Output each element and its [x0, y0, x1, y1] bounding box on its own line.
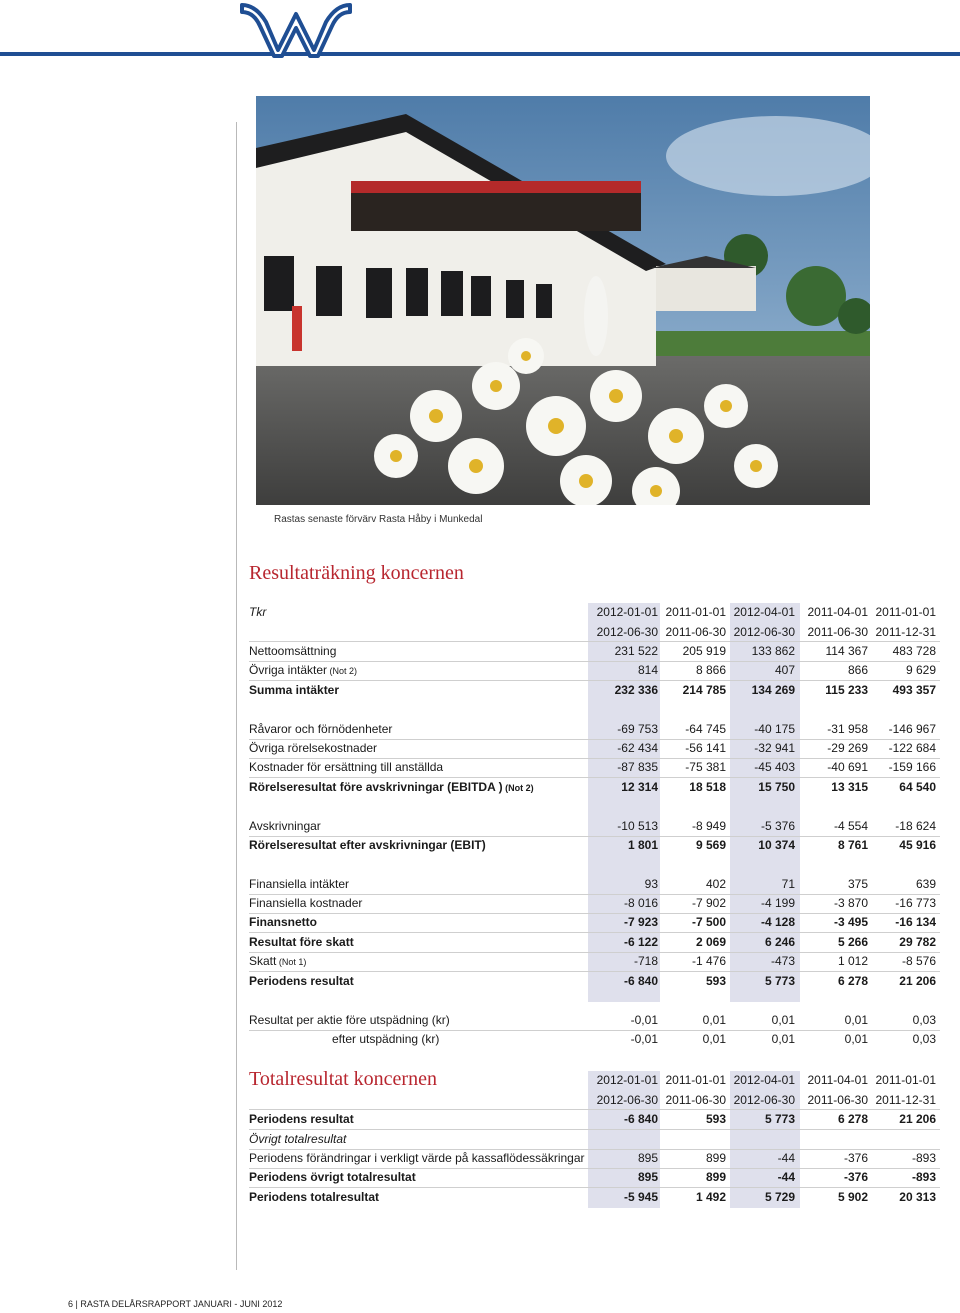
cell-value: 895: [637, 1151, 658, 1165]
cell-value: 5 902: [837, 1190, 868, 1204]
cell-value: 1 492: [695, 1190, 726, 1204]
income-header-to: [249, 623, 940, 642]
cell-value: 205 919: [682, 644, 726, 658]
cell-value: 29 782: [899, 935, 936, 949]
cell-value: 866: [847, 663, 868, 677]
cell-value: -45 403: [754, 760, 795, 774]
cell-value: 8 866: [695, 663, 726, 677]
row-label: Summa intäkter: [249, 683, 340, 697]
cell-value: 0,01: [702, 1032, 726, 1046]
note-ref: (Not 1): [276, 957, 307, 967]
cell-value: 814: [637, 663, 658, 677]
unit-label: Tkr: [249, 605, 267, 619]
cell-value: 8 761: [837, 838, 868, 852]
period-to: 2012-06-30: [596, 1093, 658, 1107]
cell-value: -4 554: [833, 819, 868, 833]
cell-value: 407: [774, 663, 795, 677]
row-label: Finansiella kostnader: [249, 896, 363, 910]
table-row: [249, 913, 940, 933]
cell-value: -376: [843, 1170, 868, 1184]
cell-value: -5 376: [760, 819, 795, 833]
cell-value: -3 870: [833, 896, 868, 910]
period-to: 2012-06-30: [596, 625, 658, 639]
cell-value: 5 773: [764, 974, 795, 988]
cell-value: 5 729: [764, 1190, 795, 1204]
cell-value: 483 728: [892, 644, 936, 658]
header-rule: [0, 52, 960, 56]
cell-value: -10 513: [617, 819, 658, 833]
table-row: [249, 933, 940, 953]
table-row: [249, 875, 940, 895]
period-from: 2012-04-01: [733, 1073, 795, 1087]
cell-value: 133 862: [751, 644, 795, 658]
row-label: Övriga rörelsekostnader: [249, 741, 378, 755]
table-row: [249, 681, 940, 701]
cell-value: -7 500: [691, 915, 726, 929]
note-ref: (Not 2): [327, 666, 358, 676]
table-row: [249, 817, 940, 837]
row-label: efter utspädning (kr): [332, 1032, 440, 1046]
table-row: [249, 894, 940, 914]
cell-value: -18 624: [895, 819, 936, 833]
cell-value: -44: [777, 1170, 795, 1184]
cell-value: 18 518: [689, 780, 726, 794]
period-from: 2011-01-01: [665, 1073, 726, 1087]
total-header-to: [249, 1091, 940, 1110]
cell-value: -8 576: [901, 954, 936, 968]
cell-value: -159 166: [888, 760, 936, 774]
row-label: Resultat per aktie före utspädning (kr): [249, 1013, 450, 1027]
cell-value: -6 840: [623, 1112, 658, 1126]
row-label: Resultat före skatt: [249, 935, 354, 949]
cell-value: 6 278: [837, 1112, 868, 1126]
table-row: [249, 1168, 940, 1188]
cell-value: 232 336: [614, 683, 658, 697]
table-row: [249, 758, 940, 778]
row-label: Avskrivningar: [249, 819, 321, 833]
row-label: Periodens förändringar i verkligt värde på kassaflödessäkringar: [249, 1151, 585, 1165]
period-from: 2011-01-01: [875, 1073, 936, 1087]
cell-value: 899: [705, 1170, 726, 1184]
rasta-logo-icon: [238, 2, 354, 58]
cell-value: -8 949: [691, 819, 726, 833]
note-ref: (Not 2): [502, 783, 534, 793]
cell-value: -473: [770, 954, 795, 968]
row-label: Rörelseresultat före avskrivningar (EBITDA ) (Not 2): [249, 780, 534, 794]
row-label: Nettoomsättning: [249, 644, 337, 658]
row-label: Råvaror och förnödenheter: [249, 722, 393, 736]
row-label: Finansiella intäkter: [249, 877, 350, 891]
period-from: 2012-04-01: [733, 605, 795, 619]
table-row: [249, 1149, 940, 1169]
cell-value: 12 314: [621, 780, 658, 794]
cell-value: -56 141: [685, 741, 726, 755]
period-to: 2011-12-31: [875, 625, 936, 639]
cell-value: -8 016: [623, 896, 658, 910]
cell-value: 0,01: [844, 1032, 868, 1046]
cell-value: 64 540: [899, 780, 936, 794]
cell-value: -64 745: [685, 722, 726, 736]
cell-value: -87 835: [617, 760, 658, 774]
margin-rule: [236, 122, 237, 1270]
cell-value: -376: [843, 1151, 868, 1165]
cell-value: 13 315: [831, 780, 868, 794]
cell-value: 20 313: [899, 1190, 936, 1204]
cell-value: -718: [633, 954, 658, 968]
cell-value: 214 785: [682, 683, 726, 697]
cell-value: -40 175: [754, 722, 795, 736]
cell-value: 375: [847, 877, 868, 891]
cell-value: 1 012: [837, 954, 868, 968]
period-to: 2011-06-30: [807, 625, 868, 639]
period-to: 2012-06-30: [733, 1093, 795, 1107]
hotel-photo: [256, 96, 870, 505]
cell-value: -40 691: [827, 760, 868, 774]
cell-value: 10 374: [758, 838, 795, 852]
cell-value: 45 916: [899, 838, 936, 852]
cell-value: 134 269: [751, 683, 795, 697]
row-label: Övriga intäkter (Not 2): [249, 663, 358, 677]
cell-value: 0,01: [702, 1013, 726, 1027]
cell-value: -32 941: [754, 741, 795, 755]
cell-value: 895: [637, 1170, 658, 1184]
period-from: 2011-04-01: [807, 1073, 868, 1087]
row-label: Periodens resultat: [249, 1112, 354, 1126]
cell-value: 6 278: [837, 974, 868, 988]
table-row: [249, 642, 940, 662]
cell-value: -5 945: [623, 1190, 658, 1204]
cell-value: -44: [777, 1151, 795, 1165]
cell-value: -4 199: [760, 896, 795, 910]
cell-value: 0,03: [912, 1013, 936, 1027]
cell-value: -1 476: [691, 954, 726, 968]
cell-value: -75 381: [685, 760, 726, 774]
cell-value: 9 569: [695, 838, 726, 852]
cell-value: -893: [911, 1170, 936, 1184]
table-row: [249, 1110, 940, 1130]
cell-value: 5 773: [764, 1112, 795, 1126]
period-from: 2012-01-01: [596, 605, 658, 619]
cell-value: 493 357: [892, 683, 936, 697]
table-row: [249, 972, 940, 992]
table-row: [249, 778, 940, 798]
row-label: Finansnetto: [249, 915, 317, 929]
cell-value: -62 434: [617, 741, 658, 755]
row-label: Rörelseresultat efter avskrivningar (EBIT): [249, 838, 486, 852]
table-row: [249, 661, 940, 681]
cell-value: 93: [644, 877, 658, 891]
cell-value: 1 801: [627, 838, 658, 852]
table-row: [249, 952, 940, 972]
photo-caption: Rastas senaste förvärv Rasta Håby i Munkedal: [274, 514, 483, 525]
table-row: [249, 836, 940, 856]
cell-value: 2 069: [695, 935, 726, 949]
cell-value: -31 958: [827, 722, 868, 736]
cell-value: 593: [705, 1112, 726, 1126]
total-header-from: [249, 1071, 940, 1090]
cell-value: -893: [911, 1151, 936, 1165]
cell-value: -122 684: [888, 741, 936, 755]
period-to: 2011-06-30: [665, 1093, 726, 1107]
period-from: 2012-01-01: [596, 1073, 658, 1087]
cell-value: 21 206: [899, 1112, 936, 1126]
cell-value: -16 773: [895, 896, 936, 910]
table-row: [249, 1011, 940, 1031]
cell-value: 0,01: [771, 1013, 795, 1027]
table-row: [249, 739, 940, 759]
table-row: [249, 720, 940, 740]
income-header-from: [249, 603, 940, 622]
cell-value: 71: [781, 877, 795, 891]
cell-value: 639: [915, 877, 936, 891]
period-from: 2011-04-01: [807, 605, 868, 619]
cell-value: 0,01: [771, 1032, 795, 1046]
cell-value: -7 902: [691, 896, 726, 910]
cell-value: 593: [705, 974, 726, 988]
cell-value: -7 923: [623, 915, 658, 929]
total-title: Totalresultat koncernen: [249, 1068, 437, 1090]
cell-value: -6 840: [623, 974, 658, 988]
page-footer: 6 | RASTA DELÅRSRAPPORT JANUARI - JUNI 2012: [68, 1299, 283, 1309]
income-title: Resultaträkning koncernen: [249, 562, 464, 584]
row-label: Övrigt totalresultat: [249, 1132, 347, 1146]
cell-value: -29 269: [827, 741, 868, 755]
period-to: 2011-06-30: [665, 625, 726, 639]
cell-value: 0,01: [844, 1013, 868, 1027]
cell-value: -0,01: [630, 1013, 658, 1027]
cell-value: 21 206: [899, 974, 936, 988]
table-row: [249, 1030, 940, 1050]
cell-value: -0,01: [630, 1032, 658, 1046]
cell-value: 0,03: [912, 1032, 936, 1046]
period-to: 2012-06-30: [733, 625, 795, 639]
cell-value: -16 134: [895, 915, 936, 929]
cell-value: -3 495: [833, 915, 868, 929]
cell-value: 6 246: [764, 935, 795, 949]
row-label: Periodens resultat: [249, 974, 354, 988]
cell-value: 114 367: [825, 644, 868, 658]
table-row: [249, 1188, 940, 1208]
row-label: Skatt (Not 1): [249, 954, 307, 968]
table-row: [249, 1130, 940, 1150]
cell-value: 899: [705, 1151, 726, 1165]
cell-value: -69 753: [617, 722, 658, 736]
period-to: 2011-12-31: [875, 1093, 936, 1107]
cell-value: -4 128: [760, 915, 795, 929]
cell-value: 402: [705, 877, 726, 891]
row-label: Periodens totalresultat: [249, 1190, 380, 1204]
period-to: 2011-06-30: [807, 1093, 868, 1107]
period-from: 2011-01-01: [875, 605, 936, 619]
cell-value: 231 522: [614, 644, 658, 658]
row-label: Kostnader för ersättning till anställda: [249, 760, 444, 774]
period-from: 2011-01-01: [665, 605, 726, 619]
cell-value: 15 750: [758, 780, 795, 794]
cell-value: -6 122: [623, 935, 658, 949]
cell-value: -146 967: [888, 722, 936, 736]
cell-value: 115 233: [825, 683, 868, 697]
cell-value: 5 266: [837, 935, 868, 949]
row-label: Periodens övrigt totalresultat: [249, 1170, 416, 1184]
cell-value: 9 629: [905, 663, 936, 677]
